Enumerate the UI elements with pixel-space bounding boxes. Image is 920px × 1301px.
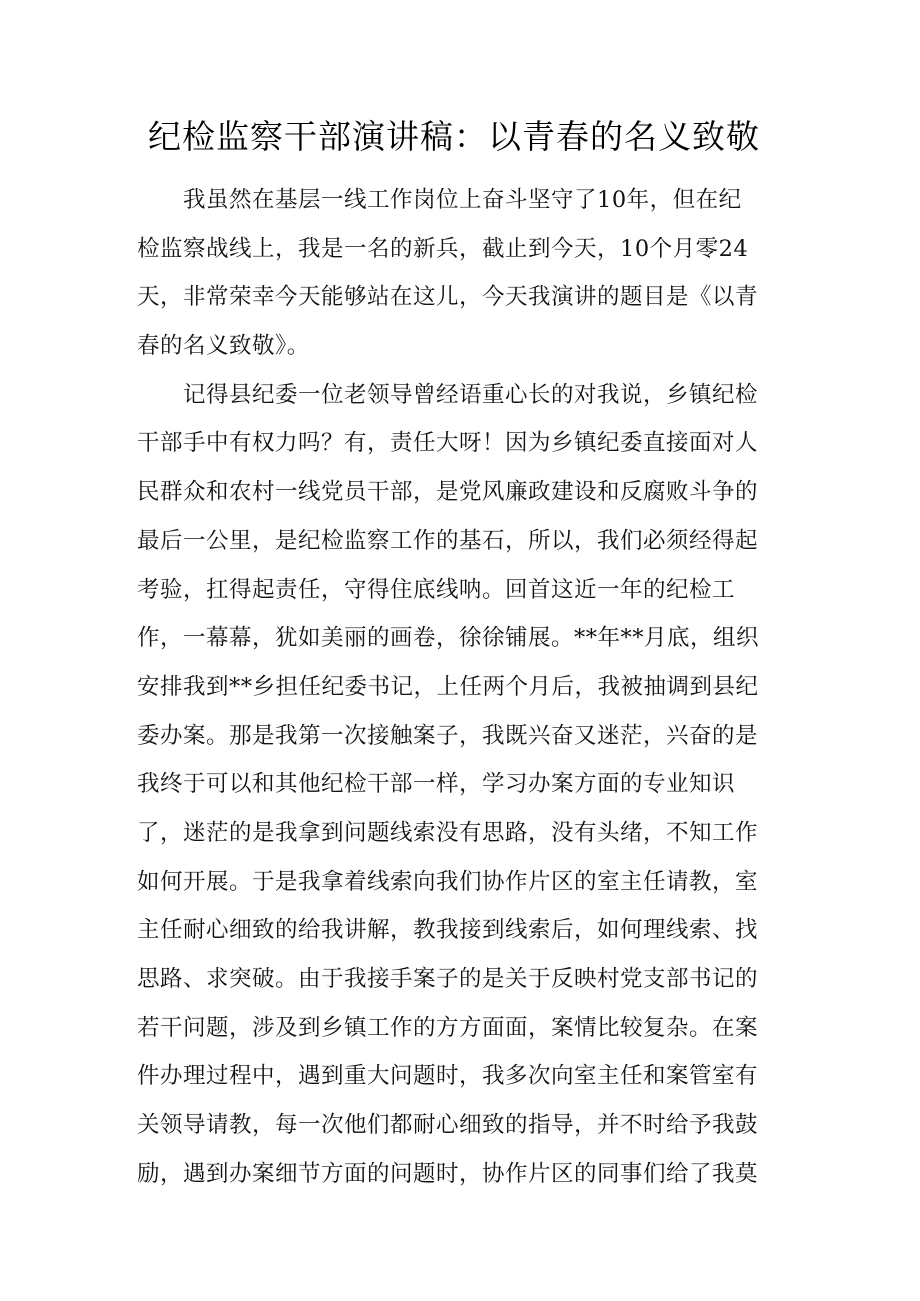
paragraph-2-line-16: 关领导请教，每一次他们都耐心细致的指导，并不时给予我鼓 [137,1112,759,1139]
paragraph-2-line-15: 件办理过程中，遇到重大问题时，我多次向室主任和案管室有 [137,1063,759,1090]
paragraph-1-line-1: 我虽然在基层一线工作岗位上奋斗坚守了10年，但在纪 [183,187,742,213]
paragraph-2-line-5: 考验，扛得起责任，守得住底线呐。回首这近一年的纪检工 [137,576,736,603]
paragraph-2-line-17: 励，遇到办案细节方面的问题时，协作片区的同事们给了我莫 [137,1160,759,1187]
paragraph-2-line-12: 主任耐心细致的给我讲解，教我接到线索后，如何理线索、找 [137,917,759,944]
paragraph-2-line-2: 干部手中有权力吗？有，责任大呀！因为乡镇纪委直接面对人 [137,430,759,457]
document-title: 纪检监察干部演讲稿：以青春的名义致敬 [148,117,760,156]
paragraph-2-line-4: 最后一公里，是纪检监察工作的基石，所以，我们必须经得起 [137,527,759,554]
paragraph-2-line-7: 安排我到**乡担任纪委书记，上任两个月后，我被抽调到县纪 [137,673,759,700]
paragraph-1-line-4: 春的名义致敬》。 [137,333,310,360]
paragraph-2-line-13: 思路、求突破。由于我接手案子的是关于反映村党支部书记的 [137,966,759,992]
paragraph-2-line-1: 记得县纪委一位老领导曾经语重心长的对我说，乡镇纪检 [183,381,759,408]
paragraph-1-line-2: 检监察战线上，我是一名的新兵，截止到今天，10个月零24 [137,235,749,262]
paragraph-2-line-3: 民群众和农村一线党员干部，是党风廉政建设和反腐败斗争的 [137,479,759,506]
document-body [137,176,767,1198]
paragraph-2-line-10: 了，迷茫的是我拿到问题线索没有思路，没有头绪，不知工作 [137,819,759,846]
paragraph-2-line-9: 我终于可以和其他纪检干部一样，学习办案方面的专业知识 [137,771,736,798]
paragraph-2-line-14: 若干问题，涉及到乡镇工作的方方面面，案情比较复杂。在案 [137,1014,759,1041]
paragraph-1-line-3: 天，非常荣幸今天能够站在这儿，今天我演讲的题目是《以青 [137,284,759,311]
paragraph-2-line-8: 委办案。那是我第一次接触案子，我既兴奋又迷茫，兴奋的是 [137,722,759,749]
paragraph-2-line-6: 作，一幕幕，犹如美丽的画卷，徐徐铺展。**年**月底，组织 [137,625,760,652]
paragraph-2-line-11: 如何开展。于是我拿着线索向我们协作片区的室主任请教，室 [137,868,759,895]
